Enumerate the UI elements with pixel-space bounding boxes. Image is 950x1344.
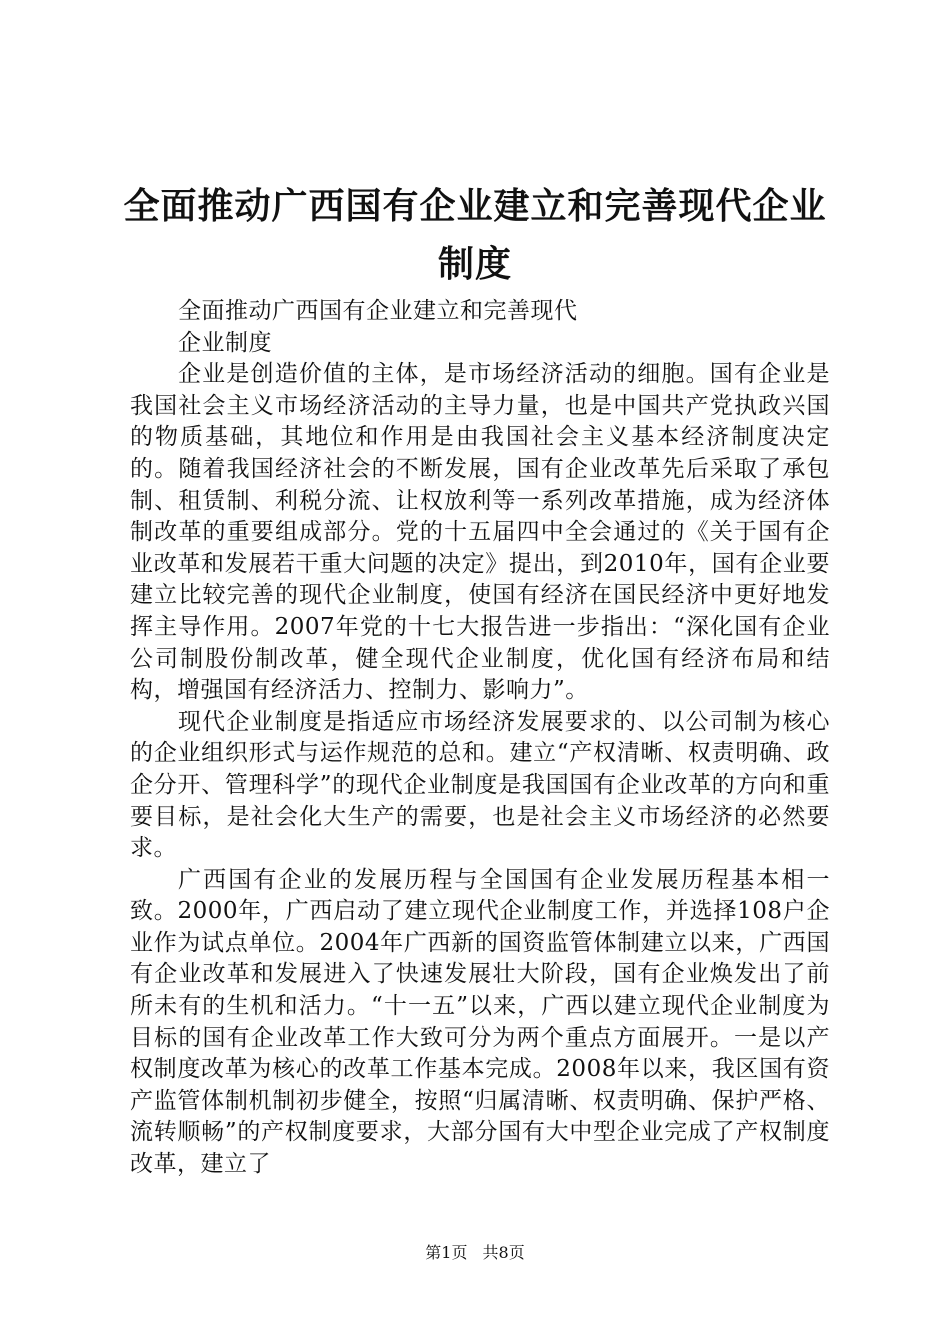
paragraph: 广西国有企业的发展历程与全国国有企业发展历程基本相一致。2000年，广西启动了建立现代企业制度工作，并选择108户企业作为试点单位。2004年广西新的国资监管体制建立以来，广西国有企业改革和发展进入了快速发展壮大阶段，国有企业焕发出了前所未有的生机和活力。“十一五”以来，广西以建立现代企业制度为目标的国有企业改革工作大致可分为两个重点方面展开。一是以产权制度改革为核心的改革工作基本完成。2008年以来，我区国有资产监管体制机制初步健全，按照“归属清晰、权责明确、保护严格、流转顺畅”的产权制度要求，大部分国有大中型企业完成了产权制度改革，建立了 [130, 866, 830, 1178]
page-total: 共8页 [482, 1243, 525, 1262]
document-body [130, 296, 830, 1181]
page-number: 第1页 [425, 1243, 468, 1262]
subtitle-line-2: 企业制度 [178, 329, 272, 356]
paragraph: 企业是创造价值的主体，是市场经济活动的细胞。国有企业是我国社会主义市场经济活动的主导力量，也是中国共产党执政兴国的物质基础，其地位和作用是由我国社会主义基本经济制度决定的。随着我国经济社会的不断发展，国有企业改革先后采取了承包制、租赁制、利税分流、让权放利等一系列改革措施，成为经济体制改革的重要组成部分。党的十五届四中全会通过的《关于国有企业改革和发展若干重大问题的决定》提出，到2010年，国有企业要建立比较完善的现代企业制度，使国有经济在国民经济中更好地发挥主导作用。2007年党的十七大报告进一步指出：“深化国有企业公司制股份制改革，健全现代企业制度，优化国有经济布局和结构，增强国有经济活力、控制力、影响力”。 [130, 361, 830, 704]
paragraph: 现代企业制度是指适应市场经济发展要求的、以公司制为核心的企业组织形式与运作规范的总和。建立“产权清晰、权责明确、政企分开、管理科学”的现代企业制度是我国国有企业改革的方向和重要目标，是社会化大生产的需要，也是社会主义市场经济的必然要求。 [130, 708, 830, 862]
document-title: 全面推动广西国有企业建立和完善现代企业制度 [123, 186, 827, 285]
subtitle-line-1: 全面推动广西国有企业建立和完善现代 [178, 298, 578, 324]
page-footer [0, 1241, 950, 1265]
